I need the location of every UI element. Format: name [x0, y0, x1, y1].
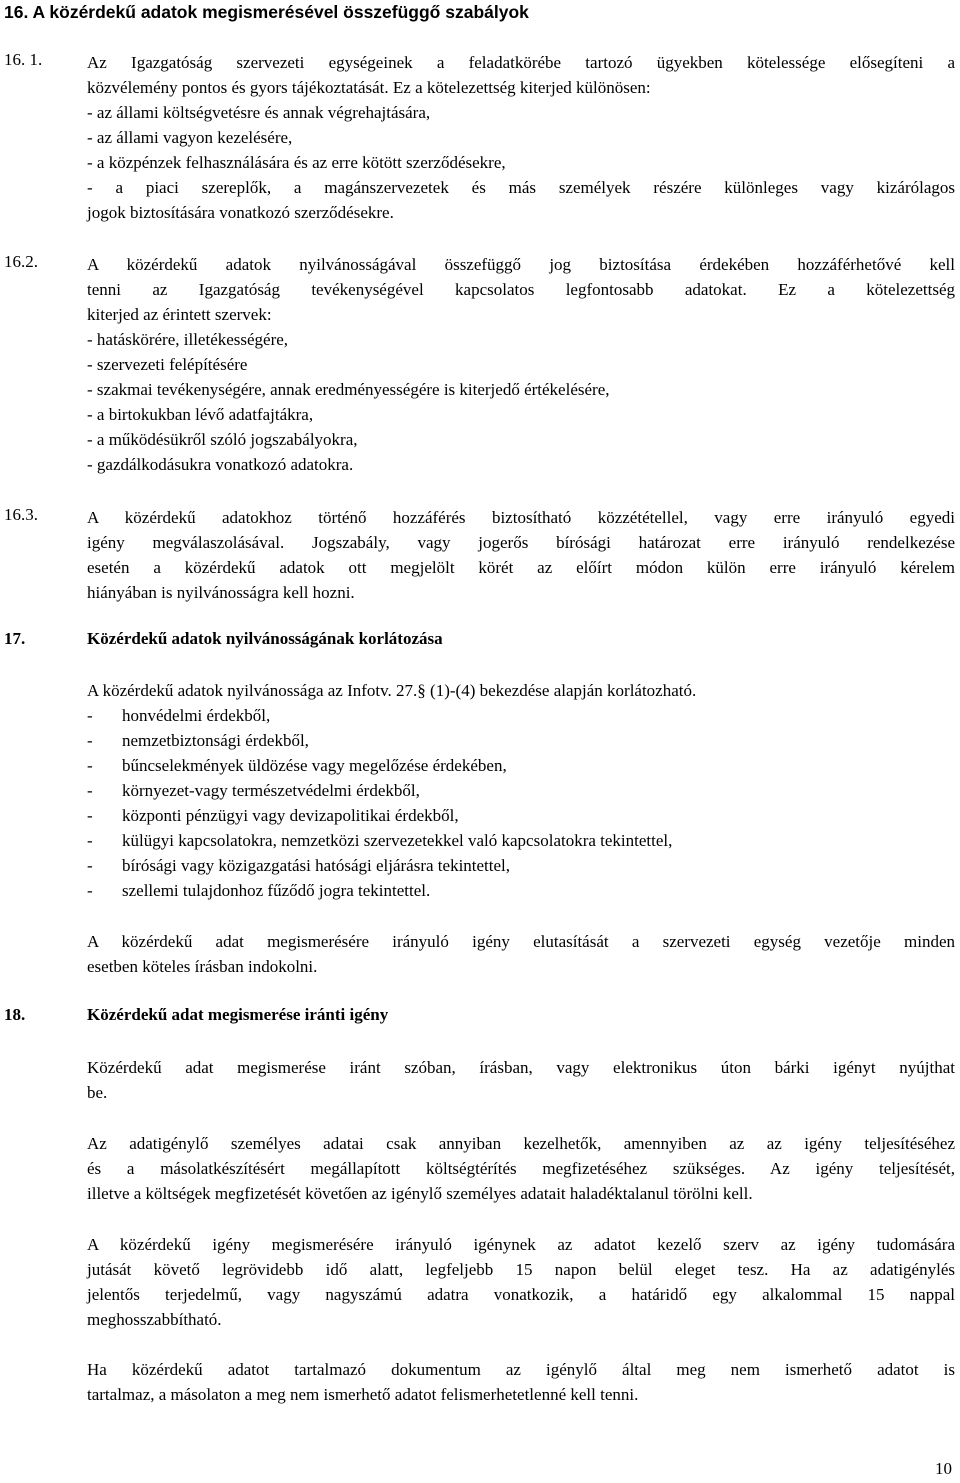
dash-bullet: -	[87, 856, 93, 875]
para-16-2-number: 16.2.	[4, 252, 38, 271]
text-line: kiterjed az érintett szervek:	[87, 305, 272, 324]
text-line: Közérdekű adat megismerése iránt szóban, írásban, vagy elektronikus úton bárki igényt nyújthat	[87, 1058, 955, 1077]
para-16-2	[87, 252, 955, 477]
list-item: - nemzetbiztonsági érdekből,	[87, 728, 947, 753]
text-line: igény megválaszolásával. Jogszabály, vagy jogerős bírósági határozat erre irányuló rendelkezése	[87, 533, 955, 552]
text-line: Az adatigénylő személyes adatai csak annyiban kezelhetők, amennyiben az az igény teljesítéséhez	[87, 1134, 955, 1153]
text-line: A közérdekű adatok nyilvánosságával összefüggő jog biztosítása érdekében hozzáférhetővé kell	[87, 255, 955, 274]
text-line: meghosszabbítható.	[87, 1310, 222, 1329]
section-18-number: 18.	[4, 1005, 26, 1024]
section-18-para-3	[87, 1232, 955, 1332]
list-item: - bűncselekmények üldözése vagy megelőzése érdekében,	[87, 753, 947, 778]
para-16-1	[87, 50, 955, 225]
text-line: A közérdekű adatok nyilvánossága az Infotv. 27.§ (1)-(4) bekezdése alapján korlátozható.	[87, 681, 697, 700]
list-item: - honvédelmi érdekből,	[87, 703, 947, 728]
text-line: hiányában is nyilvánosságra kell hozni.	[87, 583, 355, 602]
text-line: Ha közérdekű adatot tartalmazó dokumentum az igénylő által meg nem ismerhető adatot is	[87, 1360, 955, 1379]
section-17-intro	[87, 678, 955, 703]
page-number: 10	[935, 1459, 952, 1478]
dash-bullet: -	[87, 806, 93, 825]
text-line: esetben köteles írásban indokolni.	[87, 957, 318, 976]
dash-bullet: -	[87, 731, 93, 750]
list-item: - szellemi tulajdonhoz fűződő jogra tekintettel.	[87, 878, 947, 903]
text-line: A közérdekű adatokhoz történő hozzáférés biztosítható közzététellel, vagy erre irányuló egyedi	[87, 508, 955, 527]
text-line: közvélemény pontos és gyors tájékoztatását. Ez a kötelezettség kiterjed különösen:	[87, 78, 651, 97]
text-line: jutását követő legrövidebb idő alatt, legfeljebb 15 napon belül eleget tesz. Ha az adatigénylés	[87, 1260, 955, 1279]
section-17-title: Közérdekű adatok nyilvánosságának korlátozása	[87, 629, 443, 648]
text-line: tenni az Igazgatóság tevékenységével kapcsolatos legfontosabb adatokat. Ez a kötelezettség	[87, 280, 955, 299]
text-line: és a másolatkészítésért megállapított költségtérítés megfizetéséhez szükséges. Az igény teljesítését,	[87, 1159, 955, 1178]
text-line: - szervezeti felépítésére	[87, 355, 248, 374]
text-line: illetve a költségek megfizetését követően az igénylő személyes adatait haladéktalanul törölni kell.	[87, 1184, 753, 1203]
text-line: - szakmai tevékenységére, annak eredményességére is kiterjedő értékelésére,	[87, 380, 610, 399]
section-17-number: 17.	[4, 629, 26, 648]
text-line: - a piaci szereplők, a magánszervezetek és más személyek részére különleges vagy kizárólagos	[87, 178, 955, 197]
text-line: - az állami költségvetésre és annak végrehajtására,	[87, 103, 431, 122]
dash-bullet: -	[87, 831, 93, 850]
text-line: - a működésükről szóló jogszabályokra,	[87, 430, 358, 449]
text-line: - a birtokukban lévő adatfajtákra,	[87, 405, 314, 424]
text-line: Az Igazgatóság szervezeti egységeinek a feladatkörébe tartozó ügyekben kötelessége elősegíteni a	[87, 53, 955, 72]
section-18-title: Közérdekű adat megismerése iránti igény	[87, 1005, 389, 1024]
text-line: tartalmaz, a másolaton a meg nem ismerhető adatot felismerhetetlenné kell tenni.	[87, 1385, 639, 1404]
restriction-list	[87, 703, 947, 903]
text-line: A közérdekű igény megismerésére irányuló igénynek az adatot kezelő szerv az igény tudomására	[87, 1235, 955, 1254]
text-line: jogok biztosítására vonatkozó szerződésekre.	[87, 203, 394, 222]
text-line: - hatáskörére, illetékességére,	[87, 330, 289, 349]
text-line: A közérdekű adat megismerésére irányuló igény elutasítását a szervezeti egység vezetője minden	[87, 932, 955, 951]
text-line: - gazdálkodásukra vonatkozó adatokra.	[87, 455, 354, 474]
section-16-heading: 16. A közérdekű adatok megismerésével összefüggő szabályok	[4, 2, 529, 22]
section-18-para-4	[87, 1357, 955, 1407]
dash-bullet: -	[87, 706, 93, 725]
dash-bullet: -	[87, 881, 93, 900]
text-line: be.	[87, 1083, 108, 1102]
section-18-para-2	[87, 1131, 955, 1206]
para-16-3-number: 16.3.	[4, 505, 38, 524]
text-line: esetén a közérdekű adatok ott megjelölt körét az előírt módon külön erre irányuló kérelem	[87, 558, 955, 577]
section-17-closing	[87, 929, 955, 979]
list-item: - központi pénzügyi vagy devizapolitikai érdekből,	[87, 803, 947, 828]
dash-bullet: -	[87, 781, 93, 800]
dash-bullet: -	[87, 756, 93, 775]
para-16-1-number: 16. 1.	[4, 50, 43, 69]
list-item: - külügyi kapcsolatokra, nemzetközi szervezetekkel való kapcsolatokra tekintettel,	[87, 828, 947, 853]
text-line: jelentős terjedelmű, vagy nagyszámú adatra vonatkozik, a határidő egy alkalommal 15 nappal	[87, 1285, 955, 1304]
section-18-para-1	[87, 1055, 955, 1105]
text-line: - a közpénzek felhasználására és az erre kötött szerződésekre,	[87, 153, 506, 172]
text-line: - az állami vagyon kezelésére,	[87, 128, 293, 147]
list-item: - bírósági vagy közigazgatási hatósági eljárásra tekintettel,	[87, 853, 947, 878]
para-16-3	[87, 505, 955, 605]
list-item: - környezet-vagy természetvédelmi érdekből,	[87, 778, 947, 803]
